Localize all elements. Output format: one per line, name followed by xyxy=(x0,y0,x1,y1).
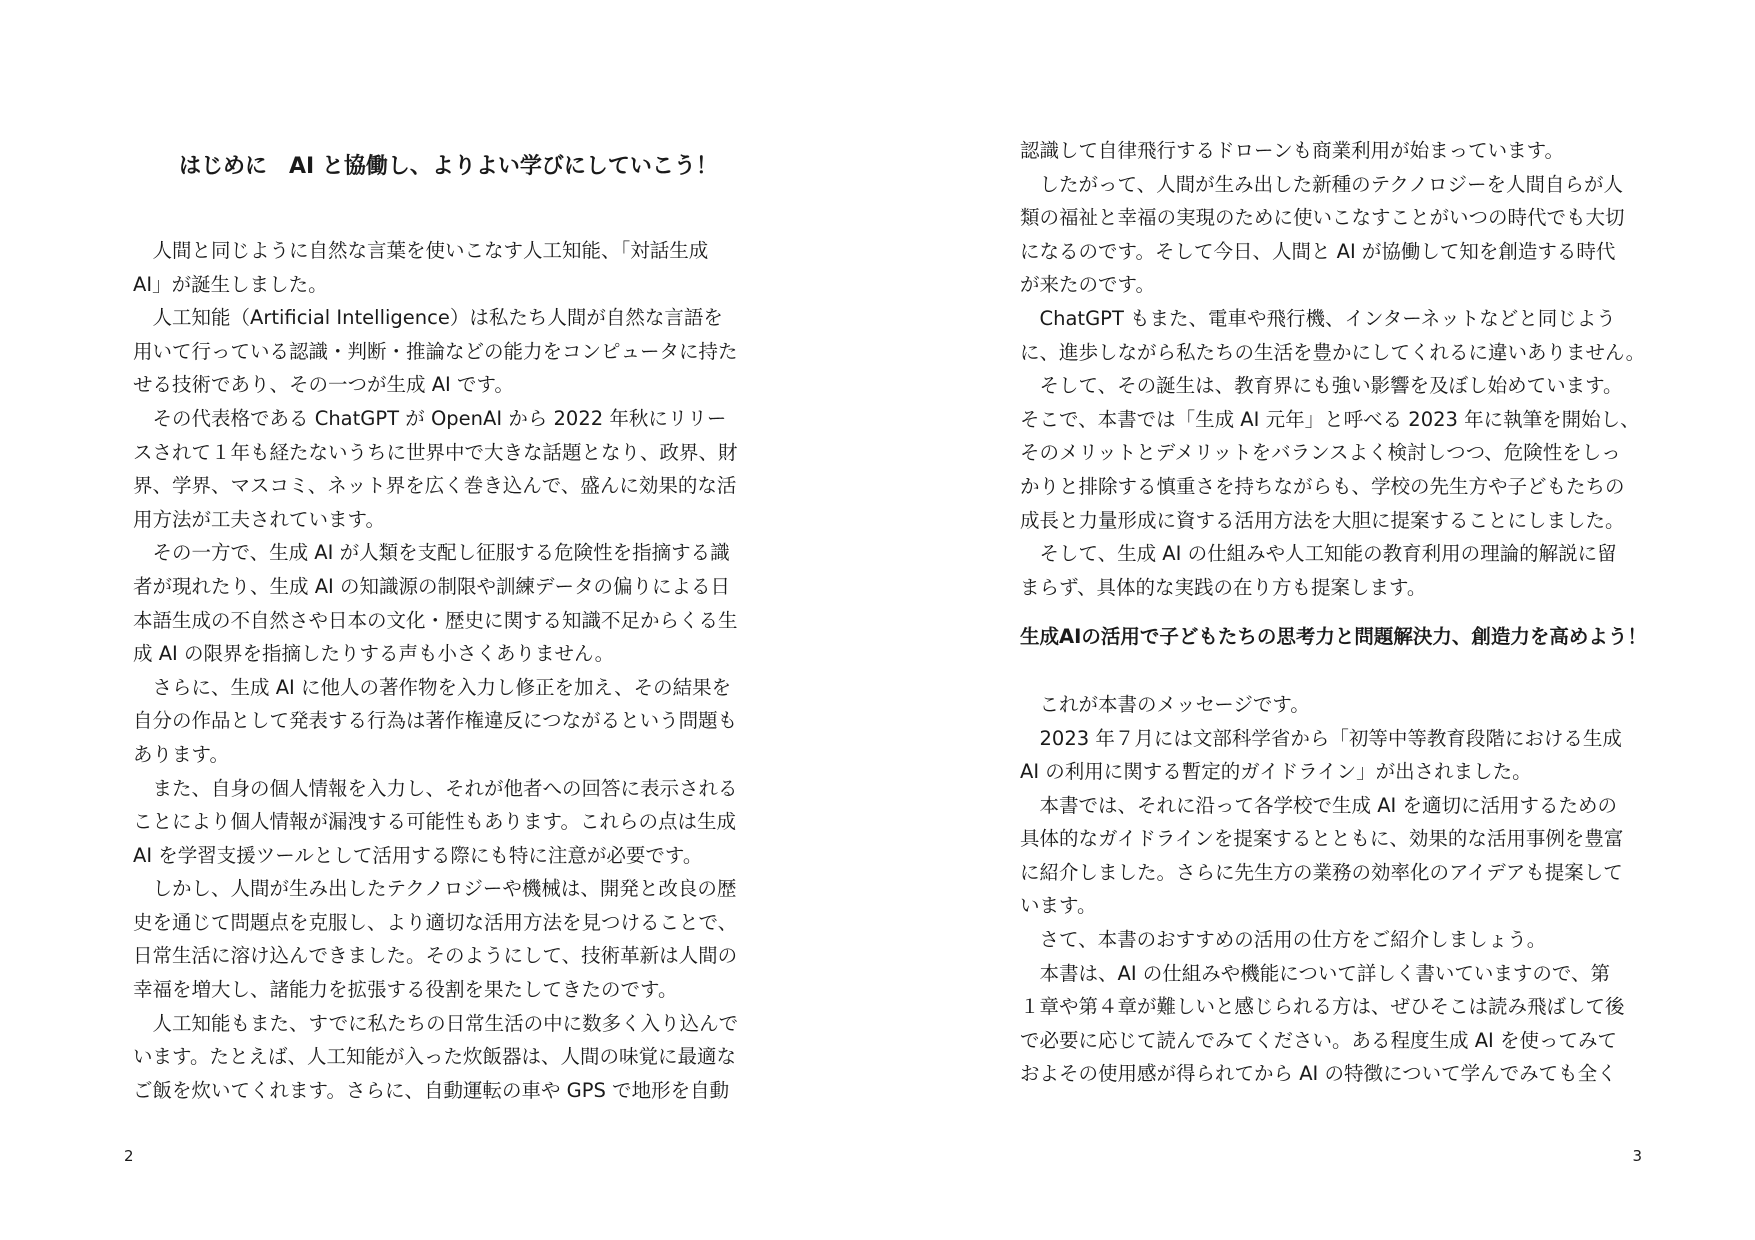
text-line: その代表格である ChatGPT が OpenAI から 2022 年秋にリリー xyxy=(133,406,727,430)
text-line: 自分の作品として発表する行為は著作権違反につながるという問題も xyxy=(133,709,738,733)
text-line: 類の福祉と幸福の実現のために使いこなすことがいつの時代でも大切 xyxy=(1020,206,1625,230)
text-line: しかし、人間が生み出したテクノロジーや機械は、開発と改良の歴 xyxy=(133,877,737,901)
text-line: 者が現れたり、生成 AI の知識源の制限や訓練データの偏りによる日 xyxy=(133,574,730,598)
text-line: そのメリットとデメリットをバランスよく検討しつつ、危険性をしっ xyxy=(1020,441,1621,465)
text-line: 人間と同じように自然な言葉を使いこなす人工知能、「対話生成 xyxy=(133,239,709,262)
text-line: 界、学界、マスコミ、ネット界を広く巻き込んで、盛んに効果的な活 xyxy=(133,474,737,498)
text-line: また、自身の個人情報を入力し、それが他者への回答に表示される xyxy=(133,776,738,800)
text-line: AI を学習支援ツールとして活用する際にも特に注意が必要です。 xyxy=(133,843,703,867)
text-line: さらに、生成 AI に他人の著作物を入力し修正を加え、その結果を xyxy=(133,675,732,699)
text-line: 成 AI の限界を指摘したりする声も小さくありません。 xyxy=(133,642,615,666)
text-line: スされて１年も経たないうちに世界中で大きな話題となり、政界、財 xyxy=(133,440,738,464)
text-line: およその使用感が得られてから AI の特徴について学んでみても全く xyxy=(1020,1062,1617,1086)
text-line: ChatGPT もまた、電車や飛行機、インターネットなどと同じよう xyxy=(1020,306,1616,330)
left-body-text xyxy=(133,234,751,1107)
text-line: に、進歩しながら私たちの生活を豊かにしてくれるに違いありません。 xyxy=(1020,340,1646,364)
right-page xyxy=(877,0,1754,1240)
right-body-text-bottom xyxy=(1020,688,1638,1091)
section-subheading: 生成AIの活用で子どもたちの思考力と問題解決力、創造力を高めよう！ xyxy=(1020,625,1647,649)
page-number-left: 2 xyxy=(124,1147,134,1165)
text-line: が来たのです。 xyxy=(1020,273,1155,297)
text-line: そして、その誕生は、教育界にも強い影響を及ぼし始めています。 xyxy=(1020,374,1623,398)
text-line: 本書では、それに沿って各学校で生成 AI を適切に活用するための xyxy=(1020,793,1617,817)
left-page xyxy=(0,0,877,1240)
text-line: 史を通じて問題点を克服し、より適切な活用方法を見つけることで、 xyxy=(133,910,738,934)
text-line: 成長と力量形成に資する活用方法を大胆に提案することにしました。 xyxy=(1020,508,1625,532)
text-line: せる技術であり、その一つが生成 AI です。 xyxy=(133,373,514,397)
text-line: ご飯を炊いてくれます。さらに、自動運転の車や GPS で地形を自動 xyxy=(133,1078,730,1102)
text-line: AI の利用に関する暫定的ガイドライン」が出されました。 xyxy=(1020,760,1532,784)
text-line: 本書は、AI の仕組みや機能について詳しく書いていますので、第 xyxy=(1020,961,1611,985)
text-line: 具体的なガイドラインを提案するとともに、効果的な活用事例を豊富 xyxy=(1020,827,1624,851)
text-line: で必要に応じて読んでみてください。ある程度生成 AI を使ってみて xyxy=(1020,1028,1617,1052)
text-line: １章や第４章が難しいと感じられる方は、ぜひそこは読み飛ばして後 xyxy=(1020,995,1625,1019)
text-line: に紹介しました。さらに先生方の業務の効率化のアイデアも提案して xyxy=(1020,860,1623,884)
text-line: 本語生成の不自然さや日本の文化・歴史に関する知識不足からくる生 xyxy=(133,608,738,632)
text-line: そこで、本書では「生成 AI 元年」と呼べる 2023 年に執筆を開始し、 xyxy=(1020,407,1640,431)
text-line: 認識して自律飛行するドローンも商業利用が始まっています。 xyxy=(1020,139,1565,162)
text-line: 2023 年７月には文部科学省から「初等中等教育段階における生成 xyxy=(1020,726,1622,750)
text-line: かりと排除する慎重さを持ちながらも、学校の先生方や子どもたちの xyxy=(1020,474,1625,498)
text-line: ことにより個人情報が漏洩する可能性もあります。これらの点は生成 xyxy=(133,810,736,834)
text-line: これが本書のメッセージです。 xyxy=(1020,692,1310,716)
text-line: さて、本書のおすすめの活用の仕方をご紹介しましょう。 xyxy=(1020,928,1547,952)
text-line: 用方法が工夫されています。 xyxy=(133,507,385,531)
text-line: 人工知能（Artificial Intelligence）は私たち人間が自然な言語を xyxy=(133,306,723,330)
text-line: そして、生成 AI の仕組みや人工知能の教育利用の理論的解説に留 xyxy=(1020,542,1617,566)
text-line: AI」が誕生しました。 xyxy=(133,272,328,296)
page-number-right: 3 xyxy=(1632,1147,1642,1165)
text-line: あります。 xyxy=(133,742,229,766)
text-line: います。 xyxy=(1020,894,1097,918)
text-line: になるのです。そして今日、人間と AI が協働して知を創造する時代 xyxy=(1020,239,1616,263)
text-line: 幸福を増大し、諸能力を拡張する役割を果たしてきたのです。 xyxy=(133,978,678,1002)
page-title: はじめに AI と協働し、よりよい学びにしていこう！ xyxy=(179,154,718,179)
text-line: その一方で、生成 AI が人類を支配し征服する危険性を指摘する識 xyxy=(133,541,730,565)
text-line: います。たとえば、人工知能が入った炊飯器は、人間の味覚に最適な xyxy=(133,1045,736,1069)
text-line: まらず、具体的な実践の在り方も提案します。 xyxy=(1020,575,1427,599)
text-line: 人工知能もまた、すでに私たちの日常生活の中に数多く入り込んで xyxy=(133,1011,739,1035)
text-line: したがって、人間が生み出した新種のテクノロジーを人間自らが人 xyxy=(1020,172,1623,196)
left-page-column xyxy=(133,150,751,1107)
text-line: 日常生活に溶け込んできました。そのようにして、技術革新は人間の xyxy=(133,944,738,968)
text-line: 用いて行っている認識・判断・推論などの能力をコンピュータに持た xyxy=(133,339,738,363)
right-page-column xyxy=(1020,134,1647,1091)
right-body-text-top xyxy=(1020,134,1646,604)
